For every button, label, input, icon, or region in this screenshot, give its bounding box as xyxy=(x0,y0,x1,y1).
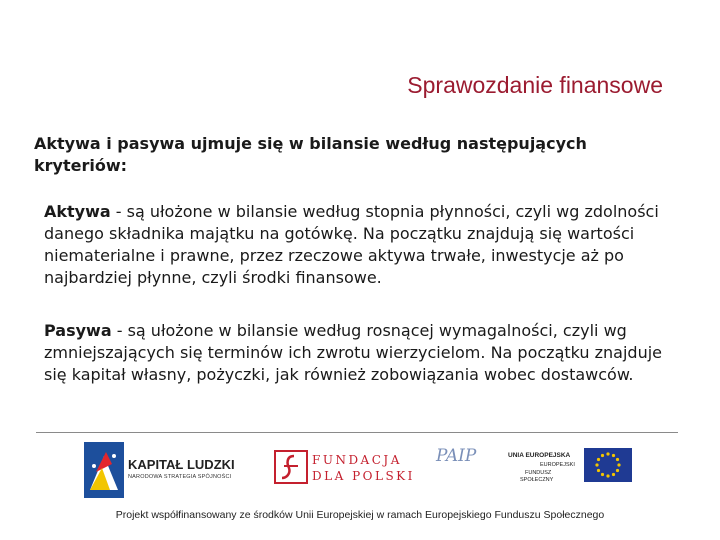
fundacja-line2: DLA POLSKI xyxy=(312,469,415,483)
aktywa-paragraph xyxy=(44,201,684,289)
kapital-ludzki-name: KAPITAŁ LUDZKI xyxy=(128,457,235,472)
eu-line3: FUNDUSZ xyxy=(525,470,552,476)
divider-line xyxy=(36,432,678,433)
aktywa-term: Aktywa xyxy=(44,202,111,221)
footer-text: Projekt współfinansowany ze środków Unii Europejskiej w ramach Europejskiego Funduszu Społecznego xyxy=(115,509,605,521)
pasywa-paragraph xyxy=(44,320,684,386)
fundacja-line1: FUNDACJA xyxy=(312,453,402,467)
pasywa-term: Pasywa xyxy=(44,321,112,340)
paip-logo: PAIP xyxy=(436,446,477,466)
intro-text: Aktywa i pasywa ujmuje się w bilansie według następujących kryteriów: xyxy=(34,134,587,175)
pasywa-description: - są ułożone w bilansie według rosnącej wymagalności, czyli wg zmniejszających się terminów ich zwrotu wierzycielom. Na początku znajduje się kapitał własny, pożyczki, jak również zobowiązania wobec dostawców. xyxy=(44,321,663,384)
eu-line2: EUROPEJSKI xyxy=(540,462,575,468)
logo-bar xyxy=(0,440,720,500)
eu-flag-icon xyxy=(584,448,632,482)
eu-line4: SPOŁECZNY xyxy=(520,477,554,483)
eu-line1: UNIA EUROPEJSKA xyxy=(508,452,571,459)
aktywa-description: - są ułożone w bilansie według stopnia płynności, czyli wg zdolności danego składnika majątku na gotówkę. Na początku znajdują się wartości niematerialne i prawne, przez rzeczowe aktywa trwałe, inwestycje aż po najbardziej płynne, czyli środki finansowe. xyxy=(44,202,659,287)
kapital-ludzki-subtitle: NARODOWA STRATEGIA SPÓJNOŚCI xyxy=(128,474,232,480)
slide-title: Sprawozdanie finansowe xyxy=(407,72,663,98)
fundacja-emblem-icon xyxy=(274,450,308,484)
